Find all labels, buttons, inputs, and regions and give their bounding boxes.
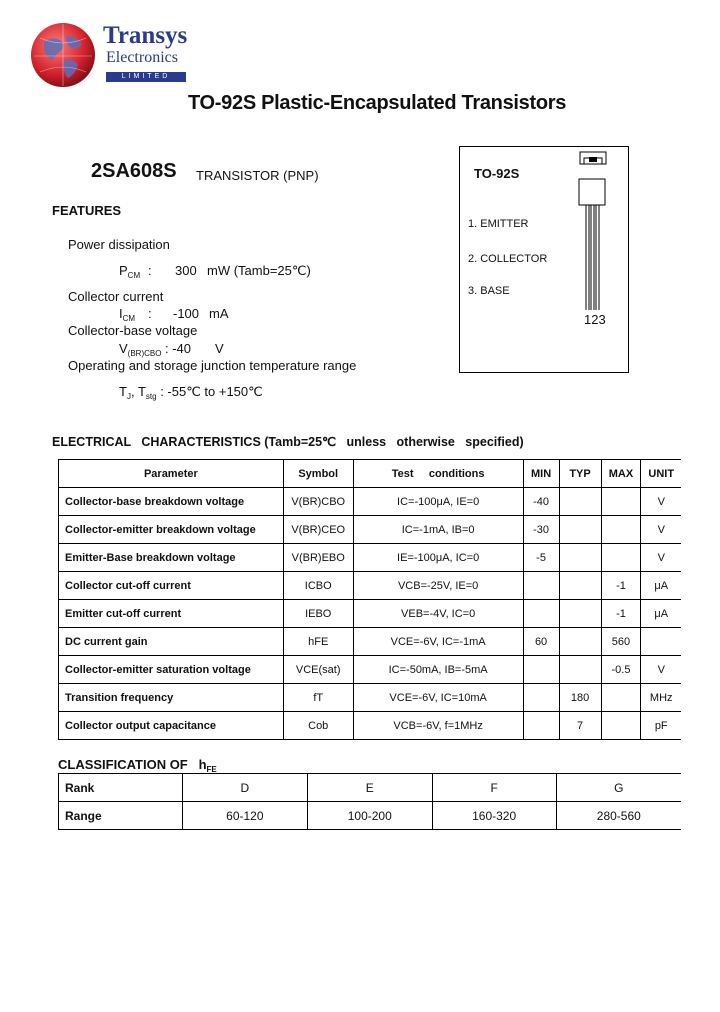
cell-conditions: VCE=-6V, IC=-1mA bbox=[353, 628, 523, 656]
cell-parameter: Collector cut-off current bbox=[59, 572, 284, 600]
document-title: TO-92S Plastic-Encapsulated Transistors bbox=[188, 92, 567, 114]
part-number: 2SA608S bbox=[91, 160, 177, 182]
electrical-heading: ELECTRICAL CHARACTERISTICS (Tamb=25℃ unless otherwise specified) bbox=[52, 435, 524, 449]
header-conditions: Test conditions bbox=[353, 460, 523, 488]
collector-base-voltage-label: Collector-base voltage bbox=[68, 323, 198, 338]
table-row bbox=[59, 684, 682, 712]
cell-min: -5 bbox=[523, 544, 559, 572]
classification-heading: CLASSIFICATION OF $h_{FE}$ bbox=[58, 757, 217, 774]
pin-2-label: 2. COLLECTOR bbox=[468, 253, 548, 265]
cell-parameter: Collector output capacitance bbox=[59, 712, 284, 740]
table-row bbox=[59, 544, 682, 572]
package-outline-icon bbox=[575, 150, 615, 320]
header-symbol: Symbol bbox=[283, 460, 353, 488]
cell-unit: V bbox=[641, 656, 681, 684]
pin-1-label: 1. EMITTER bbox=[468, 218, 529, 230]
cell-typ bbox=[559, 600, 601, 628]
cell-unit: μA bbox=[641, 572, 681, 600]
cell-typ bbox=[559, 572, 601, 600]
table-header-row bbox=[59, 460, 682, 488]
icm-symbol: $I_{CM}$ bbox=[119, 306, 136, 323]
part-type: TRANSISTOR (PNP) bbox=[196, 168, 319, 183]
cell-max bbox=[601, 684, 641, 712]
cell-typ bbox=[559, 488, 601, 516]
classification-table bbox=[58, 773, 681, 830]
cell-symbol: hFE bbox=[283, 628, 353, 656]
rank-label: Rank bbox=[59, 774, 183, 802]
cell-unit: μA bbox=[641, 600, 681, 628]
range-row bbox=[59, 802, 682, 830]
range-f: 160-320 bbox=[432, 802, 556, 830]
range-label: Range bbox=[59, 802, 183, 830]
cell-max: -0.5 bbox=[601, 656, 641, 684]
cell-min: 60 bbox=[523, 628, 559, 656]
cell-conditions: VEB=-4V, IC=0 bbox=[353, 600, 523, 628]
cell-parameter: Collector-base breakdown voltage bbox=[59, 488, 284, 516]
vcbo-value: : -40 bbox=[165, 341, 192, 356]
cell-symbol: ICBO bbox=[283, 572, 353, 600]
cell-parameter: Emitter cut-off current bbox=[59, 600, 284, 628]
cell-max bbox=[601, 544, 641, 572]
rank-d: D bbox=[182, 774, 307, 802]
cell-typ bbox=[559, 656, 601, 684]
cell-typ: 7 bbox=[559, 712, 601, 740]
features-heading: FEATURES bbox=[52, 203, 122, 218]
cell-conditions: IE=-100μA, IC=0 bbox=[353, 544, 523, 572]
pcm-colon: : bbox=[148, 263, 152, 278]
cell-typ bbox=[559, 544, 601, 572]
cell-unit bbox=[641, 628, 681, 656]
cell-symbol: VCE(sat) bbox=[283, 656, 353, 684]
table-row bbox=[59, 516, 682, 544]
rank-row bbox=[59, 774, 682, 802]
pcm-value: 300 bbox=[175, 263, 197, 278]
cell-conditions: VCB=-25V, IE=0 bbox=[353, 572, 523, 600]
cell-parameter: DC current gain bbox=[59, 628, 284, 656]
cell-typ bbox=[559, 516, 601, 544]
table-row bbox=[59, 600, 682, 628]
rank-g: G bbox=[556, 774, 681, 802]
table-row bbox=[59, 488, 682, 516]
brand-subtitle: Electronics bbox=[106, 49, 178, 66]
cell-max: 560 bbox=[601, 628, 641, 656]
table-row bbox=[59, 572, 682, 600]
icm-unit: mA bbox=[209, 306, 229, 321]
cell-unit: pF bbox=[641, 712, 681, 740]
cell-max: -1 bbox=[601, 600, 641, 628]
cell-typ: 180 bbox=[559, 684, 601, 712]
range-g: 280-560 bbox=[556, 802, 681, 830]
table-row bbox=[59, 628, 682, 656]
temperature-range-label: Operating and storage junction temperature range bbox=[68, 358, 357, 373]
cell-parameter: Collector-emitter breakdown voltage bbox=[59, 516, 284, 544]
cell-typ bbox=[559, 628, 601, 656]
vcbo-unit: V bbox=[215, 341, 224, 356]
cell-max: -1 bbox=[601, 572, 641, 600]
range-e: 100-200 bbox=[307, 802, 432, 830]
pcm-unit: mW (Tamb=25℃) bbox=[207, 263, 311, 278]
rank-f: F bbox=[432, 774, 556, 802]
cell-conditions: IC=-100μA, IE=0 bbox=[353, 488, 523, 516]
icm-colon: : bbox=[148, 306, 152, 321]
cell-unit: MHz bbox=[641, 684, 681, 712]
power-dissipation-label: Power dissipation bbox=[68, 237, 170, 252]
cell-parameter: Emitter-Base breakdown voltage bbox=[59, 544, 284, 572]
electrical-table bbox=[58, 459, 681, 740]
cell-min bbox=[523, 600, 559, 628]
pin-3-label: 3. BASE bbox=[468, 285, 510, 297]
cell-unit: V bbox=[641, 488, 681, 516]
cell-parameter: Collector-emitter saturation voltage bbox=[59, 656, 284, 684]
cell-min: -40 bbox=[523, 488, 559, 516]
cell-max bbox=[601, 488, 641, 516]
rank-e: E bbox=[307, 774, 432, 802]
brand-name: Transys bbox=[103, 22, 188, 49]
cell-symbol: fT bbox=[283, 684, 353, 712]
header-max: MAX bbox=[601, 460, 641, 488]
header-typ: TYP bbox=[559, 460, 601, 488]
cell-conditions: VCE=-6V, IC=10mA bbox=[353, 684, 523, 712]
brand-tag: LIMITED bbox=[106, 72, 186, 82]
cell-symbol: V(BR)EBO bbox=[283, 544, 353, 572]
cell-symbol: Cob bbox=[283, 712, 353, 740]
cell-unit: V bbox=[641, 516, 681, 544]
cell-conditions: VCB=-6V, f=1MHz bbox=[353, 712, 523, 740]
cell-min: -30 bbox=[523, 516, 559, 544]
package-name: TO-92S bbox=[474, 166, 520, 181]
cell-min bbox=[523, 656, 559, 684]
cell-min bbox=[523, 712, 559, 740]
cell-max bbox=[601, 516, 641, 544]
cell-min bbox=[523, 572, 559, 600]
cell-parameter: Transition frequency bbox=[59, 684, 284, 712]
temperature-range-value: $T_J$, $T_{stg}$ : -55℃ to +150℃ bbox=[119, 384, 263, 401]
header-unit: UNIT bbox=[641, 460, 681, 488]
collector-current-label: Collector current bbox=[68, 289, 164, 304]
table-row bbox=[59, 656, 682, 684]
cell-conditions: IC=-50mA, IB=-5mA bbox=[353, 656, 523, 684]
cell-min bbox=[523, 684, 559, 712]
pin-numbers: 123 bbox=[584, 312, 606, 327]
vcbo-symbol: $V_{(BR)CBO}$ bbox=[119, 341, 162, 358]
icm-value: -100 bbox=[173, 306, 200, 321]
header-parameter: Parameter bbox=[59, 460, 284, 488]
range-d: 60-120 bbox=[182, 802, 307, 830]
cell-symbol: IEBO bbox=[283, 600, 353, 628]
cell-unit: V bbox=[641, 544, 681, 572]
table-row bbox=[59, 712, 682, 740]
globe-logo-icon bbox=[30, 22, 96, 88]
cell-max bbox=[601, 712, 641, 740]
cell-symbol: V(BR)CBO bbox=[283, 488, 353, 516]
package-panel bbox=[459, 146, 629, 373]
cell-symbol: V(BR)CEO bbox=[283, 516, 353, 544]
cell-conditions: IC=-1mA, IB=0 bbox=[353, 516, 523, 544]
header-min: MIN bbox=[523, 460, 559, 488]
pcm-symbol: $P_{CM}$ bbox=[119, 263, 141, 280]
